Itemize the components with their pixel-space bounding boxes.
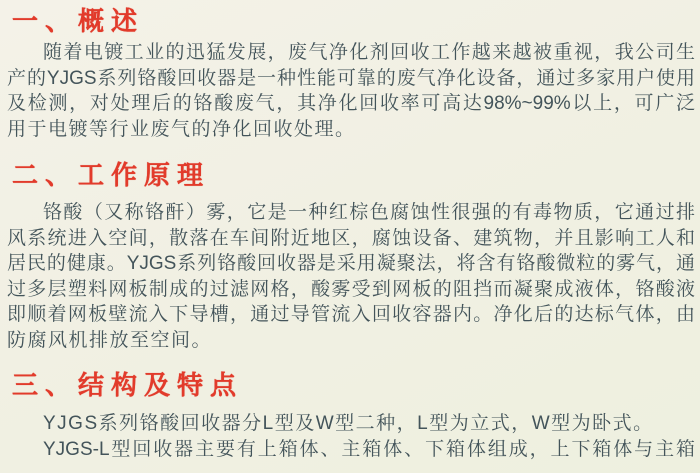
section-1-heading: 一、概述 bbox=[12, 6, 145, 36]
section-2-heading: 二、工作原理 bbox=[12, 160, 211, 190]
text-line: 随着电镀工业的迅猛发展，废气净化剂回收工作越来越被重视，我公司生 bbox=[43, 42, 695, 63]
text-line: 铬酸（又称铬酐）雾，它是一种红棕色腐蚀性很强的有毒物质，它通过排 bbox=[43, 202, 695, 223]
section-3-paragraph-2 bbox=[7, 437, 695, 463]
text-line: 过多层塑料网板制成的过滤网格，酸雾受到网板的阻挡而凝聚成液体，铬酸液 bbox=[7, 278, 695, 300]
text-line: 及检测，对处理后的铬酸废气，其净化回收率可高达98%~99%以上，可广泛 bbox=[7, 93, 695, 114]
section-3-heading: 三、结构及特点 bbox=[12, 370, 244, 400]
text-line: 即顺着网板壁流入下导槽，通过导管流入回收容器内。净化后的达标气体，由 bbox=[7, 304, 695, 325]
text-line: 用于电镀等行业废气的净化回收处理。 bbox=[7, 118, 356, 140]
text-line: YJGS系列铬酸回收器分L型及W型二种，L型为立式，W型为卧式。 bbox=[43, 413, 654, 434]
text-line: 风系统进入空间，散落在车间附近地区，腐蚀设备、建筑物，并且影响工人和 bbox=[7, 227, 695, 249]
section-2-paragraph-1 bbox=[7, 200, 695, 353]
section-1-paragraph-1 bbox=[7, 40, 695, 142]
text-line: 防腐风机排放至空间。 bbox=[7, 329, 213, 351]
section-3-paragraph-1 bbox=[7, 411, 695, 437]
text-line: YJGS-L型回收器主要有上箱体、主箱体、下箱体组成，上下箱体与主箱 bbox=[43, 439, 695, 460]
text-line: 居民的健康。YJGS系列铬酸回收器是采用凝聚法，将含有铬酸微粒的雾气，通 bbox=[7, 253, 695, 274]
text-line: 产的YJGS系列铬酸回收器是一种性能可靠的废气净化设备，通过多家用户使用 bbox=[7, 67, 695, 89]
